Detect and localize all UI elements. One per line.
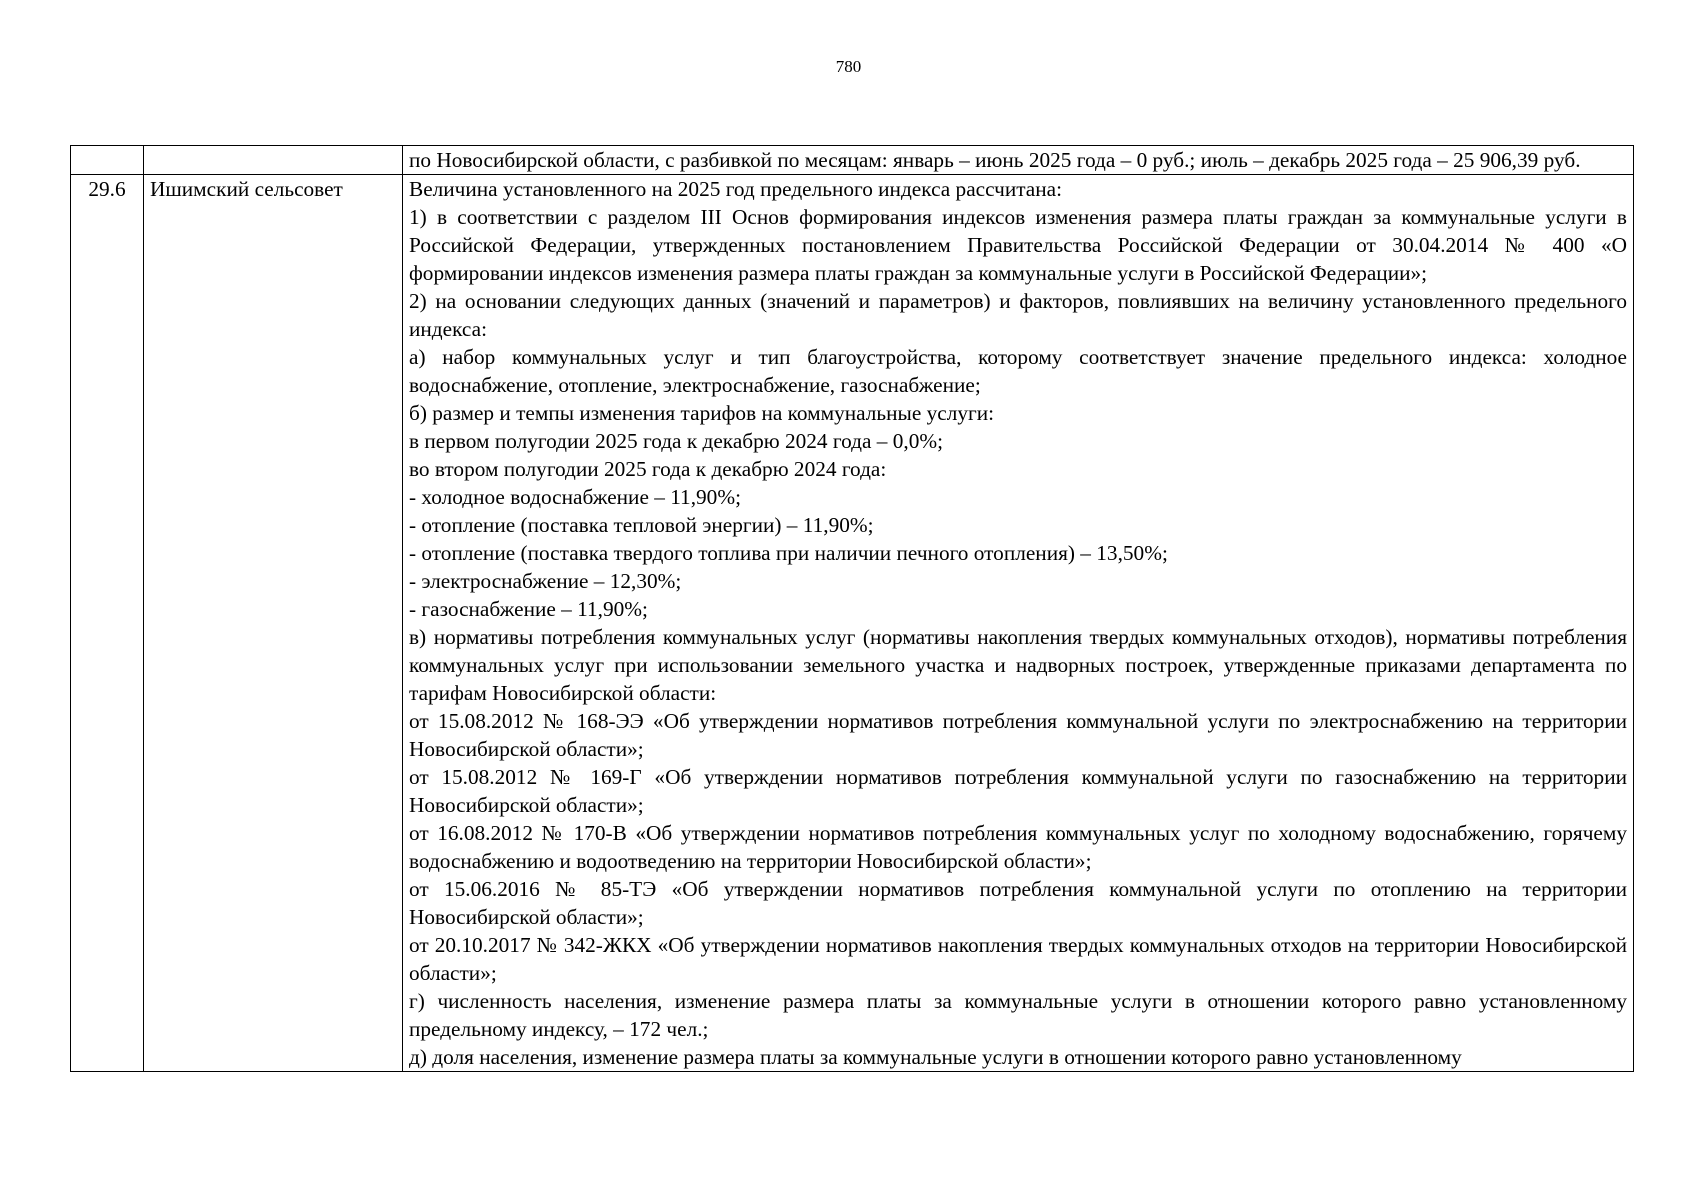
paragraph: - холодное водоснабжение – 11,90%; [409, 485, 741, 509]
paragraph: - электроснабжение – 12,30%; [409, 569, 682, 593]
paragraph: во втором полугодии 2025 года к декабрю 2024 года: [409, 457, 887, 481]
paragraph: б) размер и темпы изменения тарифов на коммунальные услуги: [409, 401, 995, 425]
description-cell [403, 175, 1634, 1072]
table-row-continuation [71, 146, 1634, 175]
paragraph: 2) на основании следующих данных (значений и параметров) и факторов, повлиявших на величину установленного предельного индекса: [409, 289, 1627, 341]
municipality-cell [144, 146, 403, 175]
paragraph: Величина установленного на 2025 год предельного индекса рассчитана: [409, 177, 1063, 201]
description-cell [403, 146, 1634, 175]
paragraph: а) набор коммунальных услуг и тип благоустройства, которому соответствует значение предельного индекса: холодное водоснабжение, отопление, электроснабжение, газоснабжение; [409, 345, 1627, 397]
table-row-ishimsky [71, 175, 1634, 1072]
paragraph: 1) в соответствии с разделом III Основ формирования индексов изменения размера платы граждан за коммунальные услуги в Российской Федерации, утвержденных постановлением Правительства Российской Федерации от 30.04.2014 № 400 «О формировании индексов изменения размера платы граждан за коммунальные услуги в Российской Федерации»; [409, 205, 1627, 285]
paragraph: от 15.06.2016 № 85-ТЭ «Об утверждении нормативов потребления коммунальной услуги по отоплению на территории Новосибирской области»; [409, 877, 1627, 929]
page-number: 780 [835, 57, 862, 76]
paragraph: от 16.08.2012 № 170-В «Об утверждении нормативов потребления коммунальных услуг по холодному водоснабжению, горячему водоснабжению и водоотведению на территории Новосибирской области»; [409, 821, 1627, 873]
paragraph: - газоснабжение – 11,90%; [409, 597, 648, 621]
paragraph: - отопление (поставка твердого топлива при наличии печного отопления) – 13,50%; [409, 541, 1168, 565]
paragraph: д) доля населения, изменение размера платы за коммунальные услуги в отношении которого равно установленному [409, 1045, 1462, 1069]
row-number-cell: 29.6 [71, 175, 144, 1072]
paragraph: - отопление (поставка тепловой энергии) – 11,90%; [409, 513, 874, 537]
paragraph: г) численность населения, изменение размера платы за коммунальные услуги в отношении которого равно установленному предельному индексу, – 172 чел.; [409, 989, 1627, 1041]
paragraph: от 15.08.2012 № 168-ЭЭ «Об утверждении нормативов потребления коммунальной услуги по электроснабжению на территории Новосибирской области»; [409, 709, 1627, 761]
paragraph: от 15.08.2012 № 169-Г «Об утверждении нормативов потребления коммунальной услуги по газоснабжению на территории Новосибирской области»; [409, 765, 1627, 817]
paragraph: в) нормативы потребления коммунальных услуг (нормативы накопления твердых коммунальных отходов), нормативы потребления коммунальных услуг при использовании земельного участка и надворных построек, утвержденные приказами департамента по тарифам Новосибирской области: [409, 625, 1627, 705]
paragraph: в первом полугодии 2025 года к декабрю 2024 года – 0,0%; [409, 429, 944, 453]
municipality-cell: Ишимский сельсовет [144, 175, 403, 1072]
tariff-index-table [70, 145, 1634, 1072]
continuation-paragraph: по Новосибирской области, с разбивкой по месяцам: январь – июнь 2025 года – 0 руб.; июль – декабрь 2025 года – 25 906,39 руб. [409, 148, 1581, 172]
row-number-cell [71, 146, 144, 175]
paragraph: от 20.10.2017 № 342-ЖКХ «Об утверждении нормативов накопления твердых коммунальных отходов на территории Новосибирской области»; [409, 933, 1627, 985]
